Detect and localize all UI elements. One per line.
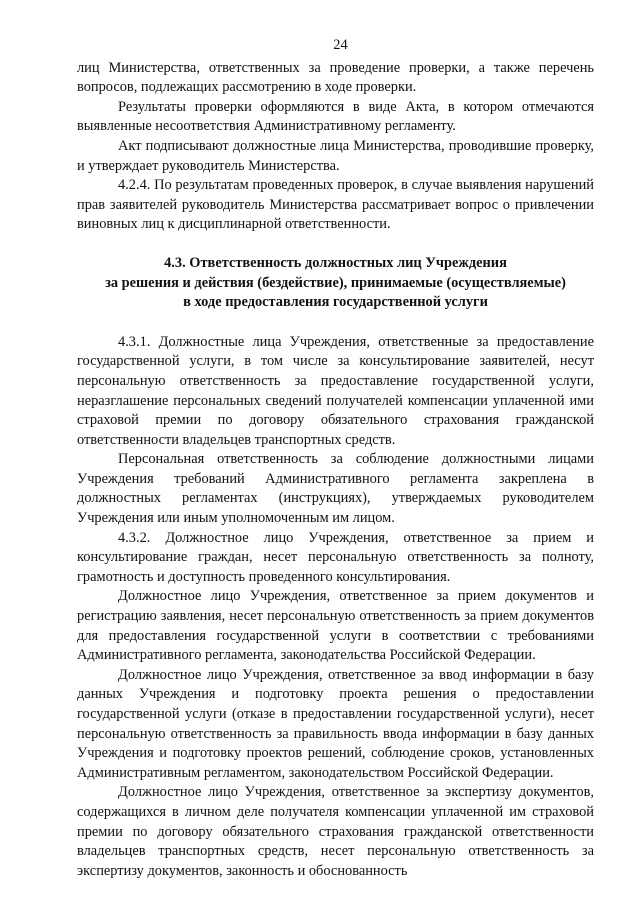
paragraph-document-expertise: Должностное лицо Учреждения, ответственное за экспертизу документов, содержащихся в личном деле получателя компенсации уплаченной им страховой премии по договору обязательного страхования гражданской ответственности владельцев транспортных средств, несет персональную ответственность за экспертизу документов, законность и обоснованность	[77, 784, 594, 879]
paragraph-results: Результаты проверки оформляются в виде Акта, в котором отмечаются выявленные несоответствия Административному регламенту.	[77, 98, 594, 135]
paragraph-continuation: лиц Министерства, ответственных за проведение проверки, а также перечень вопросов, подлежащих рассмотрению в ходе проверки.	[77, 59, 594, 96]
paragraph-4-2-4: 4.2.4. По результатам проведенных проверок, в случае выявления нарушений прав заявителей руководитель Министерства рассматривает вопрос о привлечении виновных лиц к дисциплинарной ответственности.	[77, 177, 594, 233]
paragraph-act-signing: Акт подписывают должностные лица Министерства, проводившие проверку, и утверждает руководитель Министерства.	[77, 137, 594, 174]
page-number: 24	[333, 37, 348, 53]
paragraph-4-3-1: 4.3.1. Должностные лица Учреждения, ответственные за предоставление государственной услуги, в том числе за консультирование заявителей, несут персональную ответственность за предоставление государственной услуги, неразглашение персональных сведений получателей компенсации уплаченной ими страховой премии по договору обязательного страхования гражданской ответственности владельцев транспортных средств.	[77, 333, 594, 448]
section-heading-4-3	[77, 254, 594, 313]
paragraph-4-3-2: 4.3.2. Должностное лицо Учреждения, ответственное за прием и консультирование граждан, несет персональную ответственность за полноту, грамотность и доступность проведенного консультирования.	[77, 529, 594, 585]
heading-line-3: в ходе предоставления государственной услуги	[183, 294, 488, 311]
paragraph-data-entry: Должностное лицо Учреждения, ответственное за ввод информации в базу данных Учреждения и подготовку проекта решения о предоставлении государственной услуги (отказе в предоставлении государственной услуги), несет персональную ответственность за правильность ввода информации в базу данных Учреждения и подготовку проектов решений, соблюдение сроков, установленных Административным регламентом, законодательством Российской Федерации.	[77, 666, 594, 781]
paragraph-document-intake: Должностное лицо Учреждения, ответственное за прием документов и регистрацию заявления, несет персональную ответственность за прием документов для предоставления государственной услуги в соответствии с требованиями Административного регламента, законодательства Российской Федерации.	[77, 588, 594, 664]
heading-line-1: 4.3. Ответственность должностных лиц Учреждения	[164, 254, 507, 271]
heading-line-2: за решения и действия (бездействие), принимаемые (осуществляемые)	[105, 274, 566, 291]
paragraph-personal-responsibility: Персональная ответственность за соблюдение должностными лицами Учреждения требований Административного регламента закреплена в должностных регламентах (инструкциях), утверждаемых руководителем Учреждения или иным уполномоченным им лицом.	[77, 451, 594, 527]
